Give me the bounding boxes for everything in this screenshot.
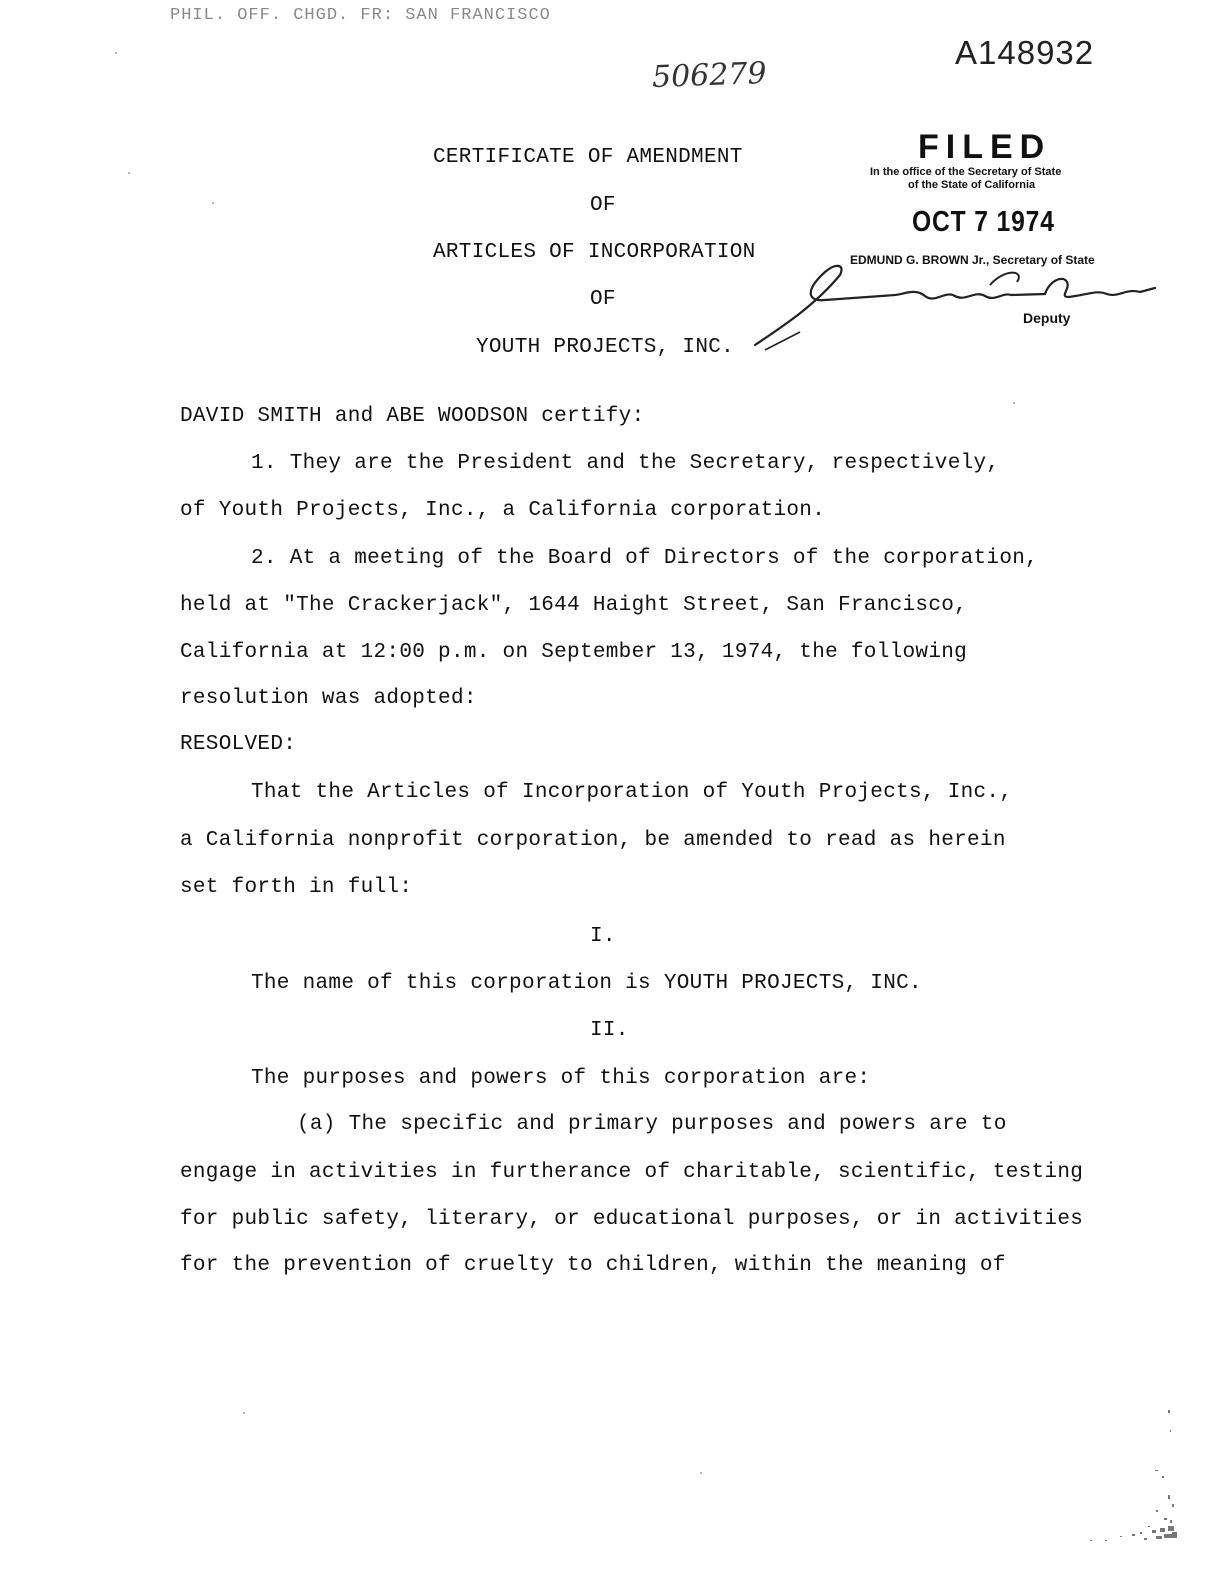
scan-speck (115, 52, 117, 54)
clause-a-line-3: for public safety, literary, or educational purposes, or in activities (180, 1208, 1084, 1231)
article-2-text: The purposes and powers of this corporation are: (251, 1067, 871, 1090)
title-line-1: CERTIFICATE OF AMENDMENT (433, 146, 743, 169)
title-line-2: OF (590, 194, 616, 217)
paragraph-1-line-2: of Youth Projects, Inc., a California corporation. (180, 499, 826, 522)
clause-a-line-2: engage in activities in furtherance of charitable, scientific, testing (180, 1161, 1084, 1184)
file-number: A148932 (955, 34, 1095, 71)
clause-a-line-4: for the prevention of cruelty to children, within the meaning of (180, 1254, 1006, 1277)
filed-stamp-date: OCT 7 1974 (912, 206, 1055, 238)
paragraph-1-line-1: 1. They are the President and the Secretary, respectively, (251, 452, 1000, 475)
scan-speck (243, 1412, 245, 1414)
paragraph-2-line-2: held at "The Crackerjack", 1644 Haight Street, San Francisco, (180, 594, 968, 617)
resolution-line-2: a California nonprofit corporation, be amended to read as herein (180, 829, 1006, 852)
article-1-heading: I. (590, 925, 616, 948)
scan-speck (700, 1472, 702, 1474)
clause-a-line-1: (a) The specific and primary purposes and powers are to (297, 1113, 1007, 1136)
scan-speck (212, 202, 214, 204)
title-line-3: ARTICLES OF INCORPORATION (433, 241, 756, 264)
filed-stamp-office-line-1: In the office of the Secretary of State (870, 166, 1062, 178)
resolution-line-1: That the Articles of Incorporation of Youth Projects, Inc., (251, 781, 1013, 804)
filed-stamp-secretary: EDMUND G. BROWN Jr., Secretary of State (850, 253, 1095, 267)
paragraph-2-line-4: resolution was adopted: (180, 687, 477, 710)
deputy-signature (745, 250, 1165, 360)
handwritten-number: 506279 (651, 56, 768, 95)
paragraph-2-line-3: California at 12:00 p.m. on September 13, 1974, the following (180, 641, 968, 664)
scan-speck (1013, 402, 1015, 404)
header-stamp: PHIL. OFF. CHGD. FR: SAN FRANCISCO (170, 6, 551, 25)
filed-stamp-deputy: Deputy (1023, 310, 1071, 326)
title-line-4: OF (590, 288, 616, 311)
filed-stamp-office-line-2: of the State of California (908, 179, 1036, 191)
article-2-heading: II. (590, 1019, 629, 1042)
scan-speck (128, 172, 130, 174)
filed-stamp-word: FILED (918, 128, 1052, 166)
paragraph-2-line-1: 2. At a meeting of the Board of Directors of the corporation, (251, 547, 1039, 570)
certify-line: DAVID SMITH and ABE WOODSON certify: (180, 405, 645, 428)
title-line-5: YOUTH PROJECTS, INC. (476, 336, 735, 359)
article-1-text: The name of this corporation is YOUTH PROJECTS, INC. (251, 972, 922, 995)
scan-noise (1060, 1400, 1180, 1560)
resolution-line-3: set forth in full: (180, 876, 413, 899)
resolved-heading: RESOLVED: (180, 733, 297, 756)
